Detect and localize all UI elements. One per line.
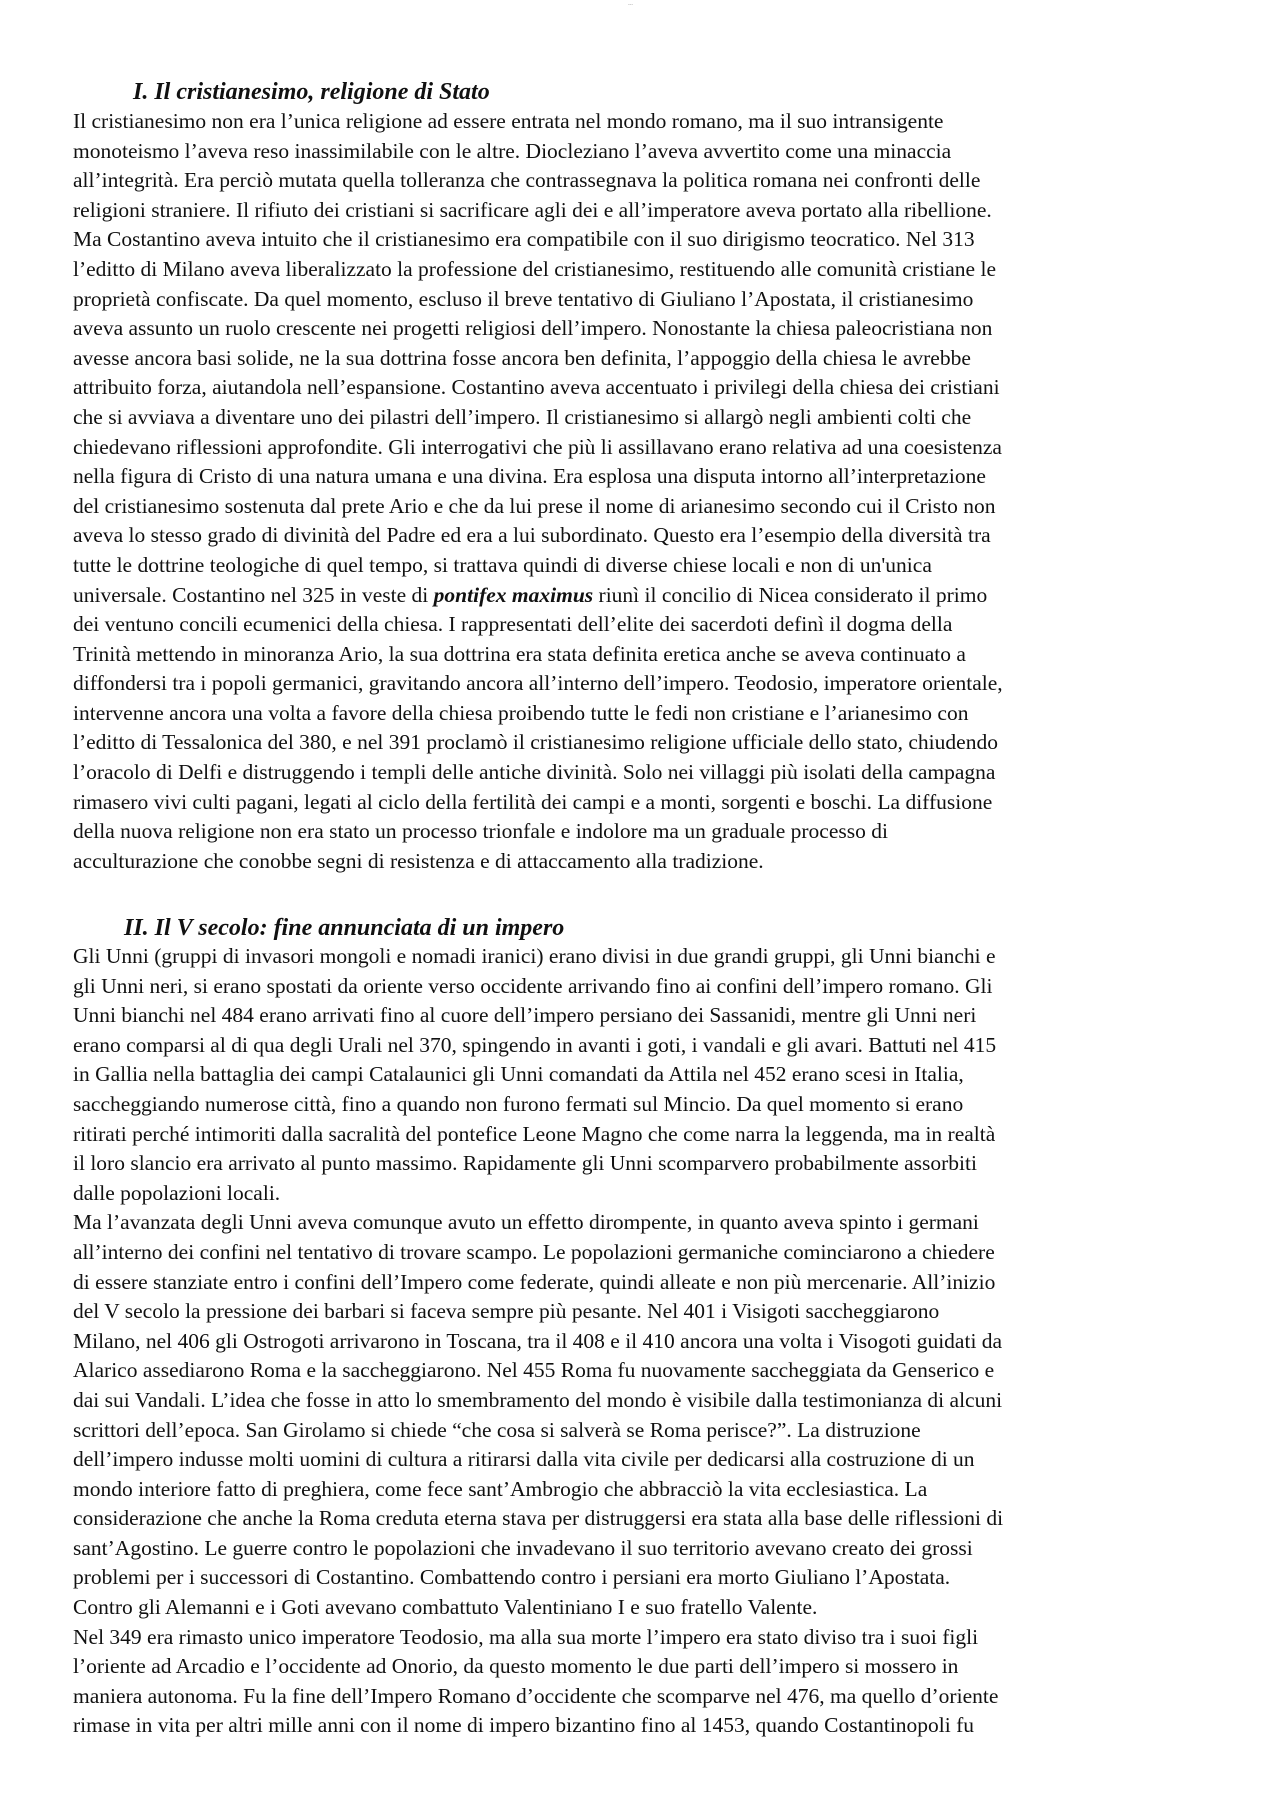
text-line: Contro gli Alemanni e i Goti avevano combattuto Valentiniano I e suo fratello Valente.	[73, 1595, 818, 1620]
text-line: saccheggiando numerose città, fino a quando non furono fermati sul Mincio. Da quel momento si erano	[73, 1091, 964, 1116]
text-line: Il cristianesimo non era l’unica religione ad essere entrata nel mondo romano, ma il suo intransigente	[73, 109, 944, 133]
text-line: all’interno dei confini nel tentativo di trovare scampo. Le popolazioni germaniche cominciarono a chiedere	[73, 1239, 995, 1264]
text-fragment: universale. Costantino nel 325 in veste di	[73, 582, 434, 607]
text-line: della nuova religione non era stato un processo trionfale e indolore ma un graduale processo di	[73, 819, 888, 844]
text-line: in Gallia nella battaglia dei campi Catalaunici gli Unni comandati da Attila nel 452 erano scesi in Italia,	[73, 1062, 964, 1087]
text-line: avesse ancora basi solide, ne la sua dottrina fosse ancora ben definita, l’appoggio della chiesa le avrebbe	[73, 345, 971, 370]
text-line: tutte le dottrine teologiche di quel tempo, si trattava quindi di diverse chiese locali e non di un'unica	[73, 552, 932, 577]
page-marker: ---	[628, 2, 633, 8]
text-line: rimasero vivi culti pagani, legati al ciclo della fertilità dei campi e a monti, sorgenti e boschi. La diffusione	[73, 789, 993, 814]
text-line: dalle popolazioni locali.	[73, 1180, 281, 1205]
text-line: ritirati perché intimoriti dalla sacralità del pontefice Leone Magno che come narra la leggenda, ma in realtà	[73, 1121, 996, 1146]
text-line: acculturazione che conobbe segni di resistenza e di attaccamento alla tradizione.	[73, 848, 764, 873]
text-line: l’oriente ad Arcadio e l’occidente ad Onorio, da questo momento le due parti dell’impero si mossero in	[73, 1654, 959, 1679]
text-line: diffondersi tra i popoli germanici, gravitando ancora all’interno dell’impero. Teodosio, imperatore orientale,	[73, 671, 1003, 696]
text-line: l’editto di Milano aveva liberalizzato la professione del cristianesimo, restituendo alle comunità cristiane le	[73, 256, 996, 281]
text-line: il loro slancio era arrivato al punto massimo. Rapidamente gli Unni scomparvero probabilmente assorbiti	[73, 1151, 977, 1176]
text-line: scrittori dell’epoca. San Girolamo si chiede “che cosa si salverà se Roma perisce?”. La distruzione	[73, 1417, 921, 1442]
text-line: problemi per i successori di Costantino. Combattendo contro i persiani era morto Giuliano l’Apostata.	[73, 1565, 951, 1590]
text-line: nella figura di Cristo di una natura umana e una divina. Era esplosa una disputa intorno all’interpretazione	[73, 464, 986, 489]
text-line: chiedevano riflessioni approfondite. Gli interrogativi che più li assillavano erano relativa ad una coesistenza	[73, 434, 1002, 459]
text-line: gli Unni neri, si erano spostati da oriente verso occidente arrivando fino ai confini dell’impero romano. Gli	[73, 973, 993, 998]
text-line: proprietà confiscate. Da quel momento, escluso il breve tentativo di Giuliano l’Apostata, il cristianesimo	[73, 286, 974, 311]
text-line: sant’Agostino. Le guerre contro le popolazioni che invadevano il suo territorio avevano creato dei grossi	[73, 1535, 973, 1560]
text-line: dai sui Vandali. L’idea che fosse in atto lo smembramento del mondo è visibile dalla testimonianza di alcuni	[73, 1387, 1003, 1412]
text-line: Alarico assediarono Roma e la saccheggiarono. Nel 455 Roma fu nuovamente saccheggiata da Genserico e	[73, 1358, 995, 1383]
text-line: dell’impero indusse molti uomini di cultura a ritirarsi dalla vita civile per dedicarsi alla costruzione di un	[73, 1447, 975, 1472]
pontifex-maximus-emphasis: pontifex maximus	[433, 582, 594, 607]
text-line: Unni bianchi nel 484 erano arrivati fino al cuore dell’impero persiano dei Sassanidi, mentre gli Unni neri	[73, 1003, 977, 1028]
text-line: l’editto di Tessalonica del 380, e nel 391 proclamò il cristianesimo religione ufficiale dello stato, chiudendo	[73, 730, 998, 755]
text-line: rimase in vita per altri mille anni con il nome di impero bizantino fino al 1453, quando Costantinopoli fu	[73, 1713, 975, 1738]
text-line: attribuito forza, aiutandola nell’espansione. Costantino aveva accentuato i privilegi della chiesa dei cristiani	[73, 375, 1000, 400]
section-1-title: I. Il cristianesimo, religione di Stato	[133, 79, 490, 105]
text-line: erano comparsi al di qua degli Urali nel 370, spingendo in avanti i goti, i vandali e gli avari. Battuti nel 415	[73, 1032, 997, 1057]
text-line: Ma l’avanzata degli Unni aveva comunque avuto un effetto dirompente, in quanto aveva spinto i germani	[73, 1210, 979, 1235]
text-line: Ma Costantino aveva intuito che il cristianesimo era compatibile con il suo dirigismo teocratico. Nel 313	[73, 227, 975, 252]
text-line: che si avviava a diventare uno dei pilastri dell’impero. Il cristianesimo si allargò negli ambienti colti che	[73, 404, 972, 429]
text-line: religioni straniere. Il rifiuto dei cristiani si sacrificare agli dei e all’imperatore aveva portato alla ribellione.	[73, 197, 992, 222]
text-line: l’oracolo di Delfi e distruggendo i templi delle antiche divinità. Solo nei villaggi più isolati della campagna	[73, 760, 996, 785]
text-line	[73, 581, 1213, 611]
text-line: considerazione che anche la Roma creduta eterna stava per distruggersi era stata alla base delle riflessioni di	[73, 1506, 1004, 1531]
section-2-title: II. Il V secolo: fine annunciata di un impero	[124, 915, 565, 941]
text-line: intervenne ancora una volta a favore della chiesa proibendo tutte le fedi non cristiane e l’arianesimo con	[73, 700, 969, 725]
text-line: maniera autonoma. Fu la fine dell’Impero Romano d’occidente che scomparve nel 476, ma quello d’oriente	[73, 1683, 999, 1708]
text-line: del cristianesimo sostenuta dal prete Ario e che da lui prese il nome di arianesimo secondo cui il Cristo non	[73, 493, 996, 518]
text-line: aveva lo stesso grado di divinità del Padre ed era a lui subordinato. Questo era l’esempio della diversità tra	[73, 523, 991, 548]
text-line: di essere stanziate entro i confini dell’Impero come federate, quindi alleate e non più mercenarie. All’inizio	[73, 1269, 996, 1294]
text-fragment: riunì il concilio di Nicea considerato il primo	[593, 582, 988, 607]
text-line: Milano, nel 406 gli Ostrogoti arrivarono in Toscana, tra il 408 e il 410 ancora una volta i Visogoti guidati da	[73, 1328, 1003, 1353]
text-line: del V secolo la pressione dei barbari si faceva sempre più pesante. Nel 401 i Visigoti saccheggiarono	[73, 1299, 940, 1324]
section-2-body	[73, 942, 1213, 1741]
text-line: Trinità mettendo in minoranza Ario, la sua dottrina era stata definita eretica anche se aveva continuato a	[73, 641, 966, 666]
text-line: all’integrità. Era perciò mutata quella tolleranza che contrassegnava la politica romana nei confronti delle	[73, 168, 981, 193]
text-line: Gli Unni (gruppi di invasori mongoli e nomadi iranici) erano divisi in due grandi gruppi, gli Unni bianchi e	[73, 944, 996, 968]
text-line: monoteismo l’aveva reso inassimilabile con le altre. Diocleziano l’aveva avvertito come una minaccia	[73, 138, 952, 163]
text-line: Nel 349 era rimasto unico imperatore Teodosio, ma alla sua morte l’impero era stato diviso tra i suoi figli	[73, 1624, 979, 1649]
text-line: aveva assunto un ruolo crescente nei progetti religiosi dell’impero. Nonostante la chiesa paleocristiana non	[73, 316, 993, 341]
section-1-body	[73, 107, 1213, 876]
text-line: mondo interiore fatto di preghiera, come fece sant’Ambrogio che abbracciò la vita ecclesiastica. La	[73, 1476, 928, 1501]
text-line: dei ventuno concili ecumenici della chiesa. I rappresentati dell’elite dei sacerdoti definì il dogma della	[73, 612, 953, 637]
